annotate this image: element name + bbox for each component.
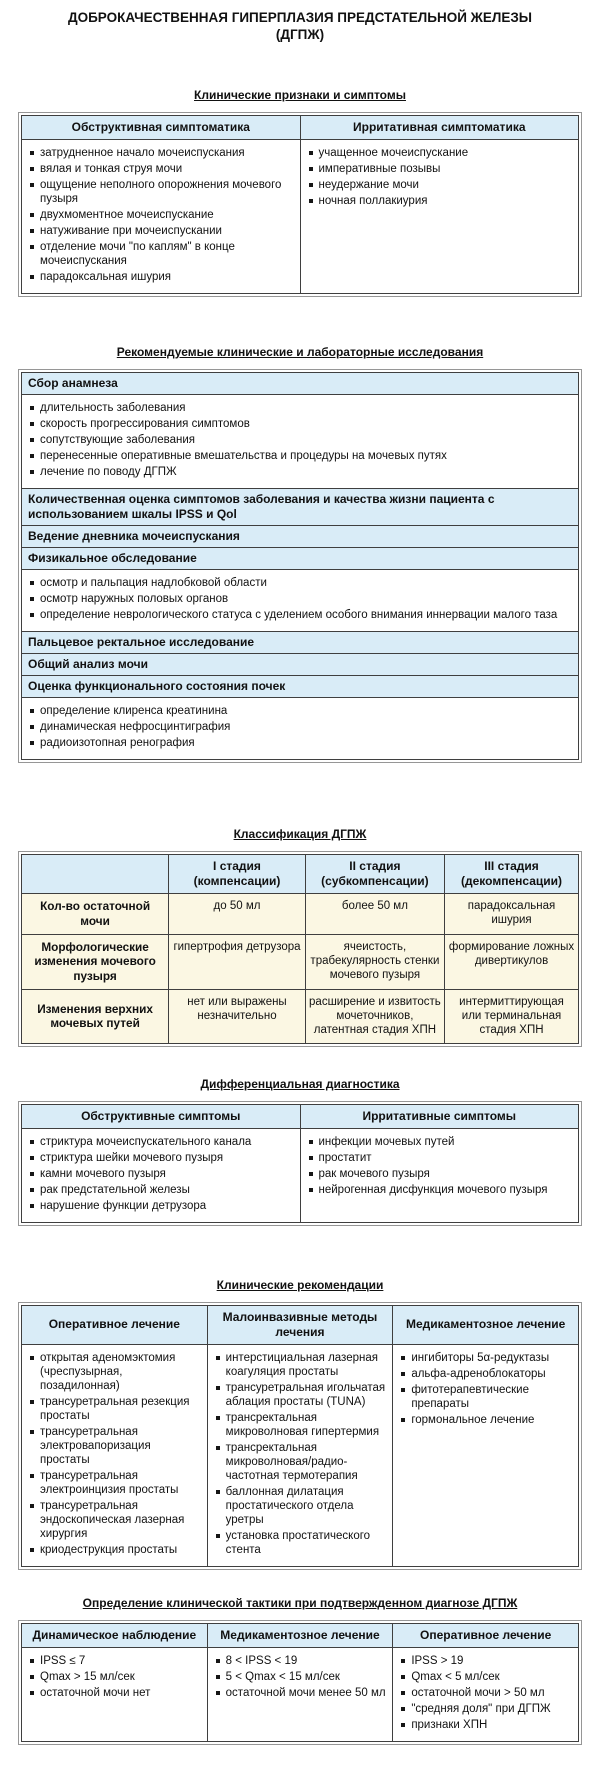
column-cell	[22, 139, 301, 293]
list-item-text: ингибиторы 5α-редуктазы	[411, 1351, 550, 1364]
column-cell	[207, 1648, 393, 1742]
bullet-square-icon	[216, 1416, 220, 1420]
list-item-text: учащенное мочеиспускание	[318, 146, 469, 159]
bullet-square-icon	[30, 151, 34, 155]
bullet-square-icon	[216, 1659, 220, 1663]
section-1	[18, 88, 582, 297]
list-item	[27, 1183, 295, 1197]
bullet-square-icon	[30, 709, 34, 713]
bullet-square-icon	[30, 1548, 34, 1552]
list-item-text: трансректальная микроволновая/радио-частотная термотерапия	[225, 1442, 358, 1483]
table-frame	[18, 851, 582, 1047]
list-item-text: Qmax < 5 мл/сек	[411, 1671, 500, 1684]
list-item-text: инфекции мочевых путей	[318, 1135, 455, 1148]
list-item-text: двухмоментное мочеиспускание	[40, 208, 214, 221]
list-item-text: трансуретральная резекция простаты	[40, 1395, 190, 1422]
list-item	[306, 1167, 574, 1181]
list-item-text: интерстициальная лазерная коагуляция простаты	[225, 1351, 378, 1378]
grid-row-label: Изменения верхних мочевых путей	[22, 989, 169, 1043]
bullet-square-icon	[309, 167, 313, 171]
list-item	[27, 1135, 295, 1149]
column-header: Ирритативные симптомы	[300, 1104, 579, 1128]
bullet-square-icon	[30, 1188, 34, 1192]
list-item-text: Qmax > 15 мл/сек	[40, 1671, 135, 1684]
list-item-text: трансуретральная электровапоризация простаты	[40, 1426, 151, 1467]
bullet-list	[27, 576, 573, 622]
table-frame	[18, 1302, 582, 1570]
bullet-square-icon	[401, 1388, 405, 1392]
list-item	[27, 449, 573, 463]
column-cell	[393, 1648, 579, 1742]
list-item	[27, 1395, 202, 1423]
page-title-line1: ДОБРОКАЧЕСТВЕННАЯ ГИПЕРПЛАЗИЯ ПРЕДСТАТЕЛЬНОЙ ЖЕЛЕЗЫ	[67, 10, 533, 25]
bullet-list	[213, 1351, 388, 1557]
section-heading: Классификация ДГПЖ	[233, 827, 367, 842]
bullet-square-icon	[30, 229, 34, 233]
list-item-text: остаточной мочи > 50 мл	[411, 1687, 545, 1700]
table-frame	[18, 1620, 582, 1745]
column-cell	[300, 1128, 579, 1222]
row-cell	[22, 569, 579, 631]
bullet-list	[27, 1135, 295, 1213]
bullet-list	[398, 1351, 573, 1427]
bullet-square-icon	[30, 1675, 34, 1679]
data-table	[21, 1104, 579, 1223]
row-header: Общий анализ мочи	[22, 654, 579, 676]
bullet-square-icon	[309, 151, 313, 155]
list-item-text: ночная поллакиурия	[318, 194, 428, 207]
list-item-text: рак мочевого пузыря	[318, 1167, 430, 1180]
bullet-square-icon	[30, 597, 34, 601]
list-item-text: 5 < Qmax < 15 мл/сек	[225, 1671, 340, 1684]
table-header-row	[22, 1624, 579, 1648]
list-item-text: перенесенные оперативные вмешательства и процедуры на мочевых путях	[40, 449, 447, 462]
stacked-header-row	[22, 488, 579, 525]
list-item	[27, 270, 295, 284]
table-body-row	[22, 1648, 579, 1742]
list-item	[27, 465, 573, 479]
list-item-text: фитотерапевтические препараты	[411, 1383, 529, 1410]
bullet-list	[27, 704, 573, 750]
bullet-square-icon	[30, 183, 34, 187]
grid-cell: формирование ложных дивертикулов	[445, 934, 579, 989]
list-item	[398, 1413, 573, 1427]
column-cell	[207, 1344, 393, 1566]
list-item-text: ощущение неполного опорожнения мочевого пузыря	[40, 178, 282, 205]
list-item	[27, 178, 295, 206]
list-item	[213, 1686, 388, 1700]
list-item-text: неудержание мочи	[318, 178, 419, 191]
list-item-text: открытая аденомэктомия (чреспузырная, позадилонная)	[40, 1351, 176, 1392]
list-item	[27, 1167, 295, 1181]
section-3	[18, 827, 582, 1047]
bullet-square-icon	[216, 1675, 220, 1679]
row-cell	[22, 698, 579, 760]
bullet-list	[27, 401, 573, 479]
list-item-text: "средняя доля" при ДГПЖ	[411, 1703, 551, 1716]
column-cell	[393, 1344, 579, 1566]
section-heading: Клинические рекомендации	[216, 1277, 384, 1292]
bullet-square-icon	[216, 1386, 220, 1390]
list-item-text: остаточной мочи нет	[40, 1687, 151, 1700]
bullet-list	[306, 146, 574, 208]
list-item-text: гормональное лечение	[411, 1414, 535, 1426]
section-heading: Рекомендуемые клинические и лабораторные исследования	[116, 344, 484, 359]
list-item-text: криодеструкция простаты	[40, 1544, 178, 1557]
grid-row	[22, 894, 579, 934]
stacked-items-row	[22, 698, 579, 760]
stacked-header-row	[22, 676, 579, 698]
table-frame	[18, 112, 582, 297]
table-body-row	[22, 1344, 579, 1566]
list-item	[398, 1351, 573, 1365]
list-item	[27, 240, 295, 268]
list-item-text: рак предстательной железы	[40, 1183, 190, 1196]
grid-cell: парадоксальная ишурия	[445, 894, 579, 934]
bullet-square-icon	[309, 199, 313, 203]
bullet-list	[306, 1135, 574, 1197]
bullet-square-icon	[30, 1474, 34, 1478]
list-item	[27, 433, 573, 447]
list-item	[306, 194, 574, 208]
stacked-header-row	[22, 654, 579, 676]
section-4	[18, 1077, 582, 1226]
stacked-items-row	[22, 569, 579, 631]
list-item	[213, 1351, 388, 1379]
column-header: Ирритативная симптоматика	[300, 115, 579, 139]
column-cell	[22, 1344, 208, 1566]
grid-cell: ячеистость, трабекулярность стенки мочевого пузыря	[305, 934, 444, 989]
column-cell	[300, 139, 579, 293]
bullet-square-icon	[30, 245, 34, 249]
list-item	[27, 1499, 202, 1541]
list-item	[27, 720, 573, 734]
list-item	[27, 592, 573, 606]
grid-row-label: Морфологические изменения мочевого пузыря	[22, 934, 169, 989]
document-root	[18, 10, 582, 1745]
bullet-square-icon	[401, 1418, 405, 1422]
row-header: Физикальное обследование	[22, 547, 579, 569]
bullet-square-icon	[401, 1723, 405, 1727]
bullet-list	[213, 1654, 388, 1700]
bullet-square-icon	[30, 454, 34, 458]
bullet-square-icon	[401, 1675, 405, 1679]
list-item-text: вялая и тонкая струя мочи	[40, 162, 183, 175]
list-item-text: затрудненное начало мочеиспускания	[40, 146, 245, 159]
column-header: Обструктивные симптомы	[22, 1104, 301, 1128]
list-item-text: стриктура мочеиспускательного канала	[40, 1135, 252, 1148]
stacked-items-row	[22, 394, 579, 488]
list-item-text: определение клиренса креатинина	[40, 705, 228, 718]
row-header: Пальцевое ректальное исследование	[22, 632, 579, 654]
bullet-square-icon	[309, 183, 313, 187]
list-item-text: сопутствующие заболевания	[40, 433, 195, 446]
bullet-square-icon	[401, 1691, 405, 1695]
grid-cell: нет или выражены незначительно	[169, 989, 306, 1043]
column-header: Оперативное лечение	[22, 1305, 208, 1344]
bullet-square-icon	[30, 1691, 34, 1695]
grid-header-row	[22, 855, 579, 894]
bullet-square-icon	[309, 1156, 313, 1160]
list-item	[398, 1718, 573, 1732]
list-item-text: простатит	[318, 1151, 372, 1164]
stacked-header-row	[22, 372, 579, 394]
section-6	[18, 1596, 582, 1745]
grid-row	[22, 934, 579, 989]
list-item	[27, 417, 573, 431]
section-heading: Клинические признаки и симптомы	[194, 87, 406, 102]
list-item	[306, 146, 574, 160]
list-item	[398, 1367, 573, 1381]
column-header: Медикаментозное лечение	[207, 1624, 393, 1648]
grid-row	[22, 989, 579, 1043]
list-item-text: натуживание при мочеиспускании	[40, 224, 222, 237]
page-title	[18, 10, 582, 44]
bullet-square-icon	[30, 1172, 34, 1176]
list-item-text: длительность заболевания	[40, 401, 186, 414]
list-item	[27, 401, 573, 415]
list-item-text: альфа-адреноблокаторы	[411, 1367, 546, 1380]
bullet-square-icon	[401, 1659, 405, 1663]
bullet-square-icon	[309, 1188, 313, 1192]
data-table	[21, 1305, 579, 1567]
stacked-header-row	[22, 547, 579, 569]
bullet-list	[27, 146, 295, 284]
list-item-text: IPSS > 19	[411, 1655, 464, 1668]
list-item-text: отделение мочи "по каплям" в конце мочеиспускания	[40, 240, 235, 267]
column-cell	[22, 1128, 301, 1222]
bullet-square-icon	[30, 438, 34, 442]
column-header: Обструктивная симптоматика	[22, 115, 301, 139]
section-5	[18, 1278, 582, 1570]
sections-container	[18, 88, 582, 1745]
bullet-square-icon	[30, 1356, 34, 1360]
list-item	[27, 608, 573, 622]
list-item	[27, 162, 295, 176]
list-item-text: скорость прогрессирования симптомов	[40, 417, 250, 430]
list-item-text: IPSS ≤ 7	[40, 1655, 86, 1668]
table-frame	[18, 369, 582, 763]
list-item-text: нейрогенная дисфункция мочевого пузыря	[318, 1183, 548, 1196]
list-item	[27, 1469, 202, 1497]
row-cell	[22, 394, 579, 488]
list-item	[306, 162, 574, 176]
list-item	[27, 208, 295, 222]
list-item	[27, 704, 573, 718]
grid-cell: до 50 мл	[169, 894, 306, 934]
column-header: Малоинвазивные методы лечения	[207, 1305, 393, 1344]
list-item	[398, 1383, 573, 1411]
list-item-text: признаки ХПН	[411, 1719, 488, 1732]
list-item	[213, 1529, 388, 1557]
list-item	[213, 1485, 388, 1527]
list-item-text: остаточной мочи менее 50 мл	[225, 1687, 386, 1700]
bullet-square-icon	[30, 725, 34, 729]
grid-column-header: III стадия (декомпенсации)	[445, 855, 579, 894]
list-item	[27, 146, 295, 160]
grid-row-label: Кол-во остаточной мочи	[22, 894, 169, 934]
bullet-square-icon	[30, 213, 34, 217]
list-item	[213, 1654, 388, 1668]
bullet-square-icon	[30, 1659, 34, 1663]
bullet-square-icon	[309, 1172, 313, 1176]
bullet-square-icon	[30, 406, 34, 410]
list-item-text: установка простатического стента	[225, 1530, 371, 1557]
bullet-list	[27, 1351, 202, 1557]
column-header: Динамическое наблюдение	[22, 1624, 208, 1648]
bullet-square-icon	[30, 275, 34, 279]
bullet-square-icon	[309, 1140, 313, 1144]
table-body-row	[22, 139, 579, 293]
list-item	[27, 1351, 202, 1393]
section-heading: Определение клинической тактики при подтвержденном диагнозе ДГПЖ	[82, 1596, 518, 1611]
grid-cell: расширение и извитость мочеточников, латентная стадия ХПН	[305, 989, 444, 1043]
list-item	[27, 224, 295, 238]
data-table	[21, 372, 579, 760]
grid-cell: более 50 мл	[305, 894, 444, 934]
bullet-square-icon	[30, 1156, 34, 1160]
list-item	[27, 1670, 202, 1684]
bullet-square-icon	[30, 422, 34, 426]
column-header: Оперативное лечение	[393, 1624, 579, 1648]
list-item-text: трансуретральная игольчатая аблация простаты (TUNA)	[225, 1381, 386, 1408]
stacked-header-row	[22, 525, 579, 547]
grid-cell: гипертрофия детрузора	[169, 934, 306, 989]
section-2	[18, 345, 582, 763]
stacked-header-row	[22, 632, 579, 654]
bullet-square-icon	[30, 741, 34, 745]
list-item-text: определение неврологического статуса с уделением особого внимания иннервации малого таза	[40, 609, 558, 621]
bullet-square-icon	[216, 1534, 220, 1538]
list-item	[306, 1151, 574, 1165]
bullet-square-icon	[30, 470, 34, 474]
list-item	[306, 178, 574, 192]
list-item-text: осмотр и пальпация надлобковой области	[40, 576, 267, 589]
list-item-text: стриктура шейки мочевого пузыря	[40, 1151, 224, 1164]
row-header: Сбор анамнеза	[22, 372, 579, 394]
column-header: Медикаментозное лечение	[393, 1305, 579, 1344]
section-heading: Дифференциальная диагностика	[200, 1076, 400, 1091]
list-item	[398, 1654, 573, 1668]
list-item-text: камни мочевого пузыря	[40, 1167, 166, 1180]
data-table	[21, 854, 579, 1044]
bullet-list	[398, 1654, 573, 1732]
list-item-text: трансуретральная электроинцизия простаты	[40, 1470, 179, 1497]
list-item	[213, 1441, 388, 1483]
bullet-square-icon	[30, 1430, 34, 1434]
grid-cell: интермиттирующая или терминальная стадия ХПН	[445, 989, 579, 1043]
list-item	[27, 1543, 202, 1557]
list-item	[398, 1670, 573, 1684]
bullet-square-icon	[30, 1140, 34, 1144]
list-item-text: динамическая нефросцинтиграфия	[40, 721, 231, 734]
list-item	[213, 1670, 388, 1684]
row-header: Количественная оценка симптомов заболевания и качества жизни пациента с использованием шкалы IPSS и Qol	[22, 488, 579, 525]
list-item	[27, 1425, 202, 1467]
list-item	[398, 1702, 573, 1716]
table-header-row	[22, 1305, 579, 1344]
bullet-square-icon	[30, 613, 34, 617]
row-header: Ведение дневника мочеиспускания	[22, 525, 579, 547]
bullet-square-icon	[216, 1356, 220, 1360]
list-item	[213, 1411, 388, 1439]
table-header-row	[22, 1104, 579, 1128]
column-cell	[22, 1648, 208, 1742]
list-item	[306, 1135, 574, 1149]
data-table	[21, 1623, 579, 1742]
bullet-square-icon	[30, 1400, 34, 1404]
list-item	[398, 1686, 573, 1700]
list-item-text: трансректальная микроволновая гипертермия	[225, 1412, 380, 1439]
bullet-square-icon	[401, 1372, 405, 1376]
list-item-text: баллонная дилатация простатического отдела уретры	[225, 1486, 354, 1527]
list-item-text: 8 < IPSS < 19	[225, 1655, 298, 1668]
list-item	[27, 576, 573, 590]
bullet-square-icon	[216, 1691, 220, 1695]
bullet-square-icon	[30, 167, 34, 171]
bullet-square-icon	[30, 581, 34, 585]
list-item	[27, 736, 573, 750]
list-item	[27, 1151, 295, 1165]
table-body-row	[22, 1128, 579, 1222]
list-item	[213, 1381, 388, 1409]
list-item	[27, 1654, 202, 1668]
list-item-text: парадоксальная ишурия	[40, 270, 172, 283]
list-item-text: лечение по поводу ДГПЖ	[40, 465, 177, 478]
table-frame	[18, 1101, 582, 1226]
grid-column-header: II стадия (субкомпенсации)	[305, 855, 444, 894]
bullet-square-icon	[216, 1446, 220, 1450]
grid-column-header	[22, 855, 169, 894]
bullet-square-icon	[401, 1356, 405, 1360]
bullet-square-icon	[30, 1504, 34, 1508]
bullet-square-icon	[30, 1204, 34, 1208]
data-table	[21, 115, 579, 294]
list-item	[27, 1199, 295, 1213]
bullet-square-icon	[216, 1490, 220, 1494]
grid-column-header: I стадия (компенсации)	[169, 855, 306, 894]
list-item-text: трансуретральная эндоскопическая лазерная хирургия	[40, 1500, 185, 1541]
list-item-text: радиоизотопная ренография	[40, 737, 195, 750]
row-header: Оценка функционального состояния почек	[22, 676, 579, 698]
list-item-text: осмотр наружных половых органов	[40, 592, 229, 605]
page-title-line2: (ДГПЖ)	[275, 26, 325, 42]
list-item-text: императивные позывы	[318, 162, 441, 175]
bullet-square-icon	[401, 1707, 405, 1711]
list-item	[306, 1183, 574, 1197]
bullet-list	[27, 1654, 202, 1700]
list-item	[27, 1686, 202, 1700]
list-item-text: нарушение функции детрузора	[40, 1199, 207, 1212]
table-header-row	[22, 115, 579, 139]
